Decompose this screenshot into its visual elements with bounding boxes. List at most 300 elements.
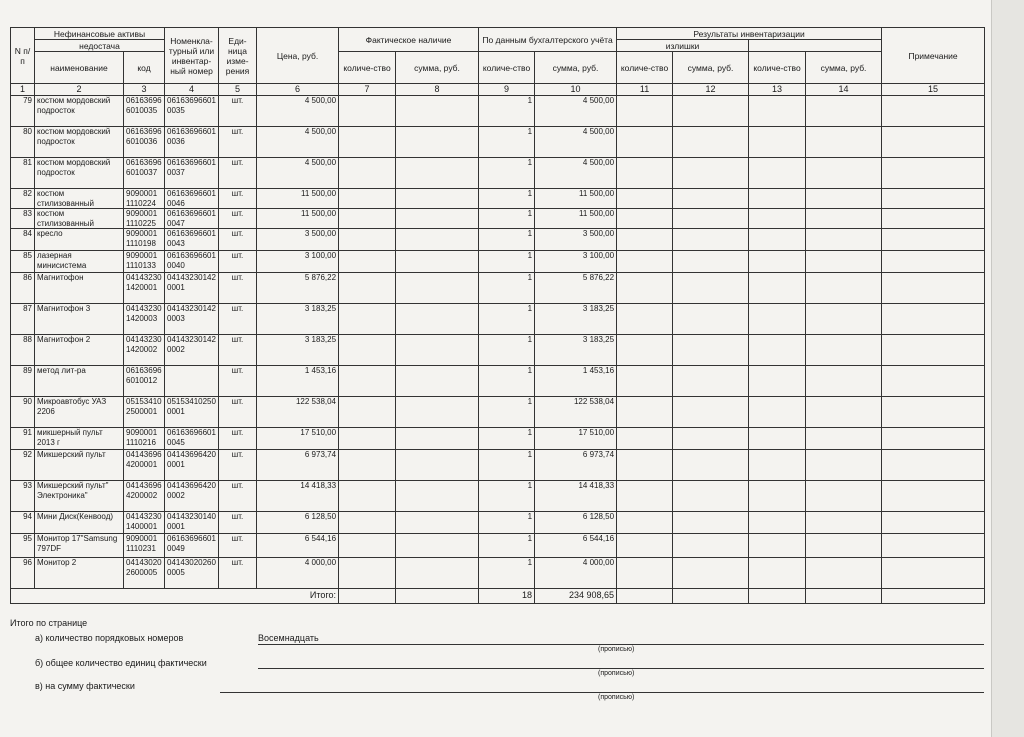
row-number: 96 xyxy=(11,558,35,589)
item-code: 9090001 1110198 xyxy=(124,229,165,251)
item-name: костюм мордовский подросток xyxy=(35,158,124,189)
total-sum: 234 908,65 xyxy=(535,589,617,604)
item-code: 061636966010037 xyxy=(124,158,165,189)
price: 4 500,00 xyxy=(257,127,339,158)
unit: шт. xyxy=(219,450,257,481)
item-code: 041432301420001 xyxy=(124,273,165,304)
price: 17 510,00 xyxy=(257,428,339,450)
note xyxy=(882,251,985,273)
item-code: 061636966010035 xyxy=(124,96,165,127)
header-code: код xyxy=(124,52,165,84)
header-qty-accounting: количе-ство xyxy=(479,52,535,84)
surplus-qty xyxy=(749,158,806,189)
shortage-sum xyxy=(673,229,749,251)
summary-a-line xyxy=(258,644,984,645)
inventory-number: 06163696601 0043 xyxy=(165,229,219,251)
shortage-qty xyxy=(617,335,673,366)
accounting-sum: 4 000,00 xyxy=(535,558,617,589)
surplus-sum xyxy=(806,273,882,304)
unit: шт. xyxy=(219,158,257,189)
item-name: Монитор 17"Samsung 797DF xyxy=(35,534,124,558)
inventory-number: 05153410250 0001 xyxy=(165,397,219,428)
accounting-sum: 14 418,33 xyxy=(535,481,617,512)
actual-sum xyxy=(396,450,479,481)
item-code: 041436964200001 xyxy=(124,450,165,481)
surplus-qty xyxy=(749,534,806,558)
inventory-number: 04143230142 0003 xyxy=(165,304,219,335)
table-row xyxy=(11,304,985,335)
shortage-qty xyxy=(617,534,673,558)
actual-qty xyxy=(339,304,396,335)
surplus-qty xyxy=(749,273,806,304)
column-number: 13 xyxy=(749,84,806,96)
surplus-sum xyxy=(806,96,882,127)
item-name: костюм стилизованный xyxy=(35,189,124,209)
price: 11 500,00 xyxy=(257,189,339,209)
header-nonfin: Нефинансовые активы xyxy=(35,28,165,40)
row-number: 86 xyxy=(11,273,35,304)
item-code: 9090001 1110225 xyxy=(124,209,165,229)
unit: шт. xyxy=(219,366,257,397)
column-number: 7 xyxy=(339,84,396,96)
header-sum-actual: сумма, руб. xyxy=(396,52,479,84)
inventory-number: 04143230142 0001 xyxy=(165,273,219,304)
unit: шт. xyxy=(219,304,257,335)
actual-sum xyxy=(396,558,479,589)
item-name: Микшерский пульт" Электроника" xyxy=(35,481,124,512)
actual-qty xyxy=(339,251,396,273)
row-number: 91 xyxy=(11,428,35,450)
actual-sum xyxy=(396,304,479,335)
header-num: N п/п xyxy=(11,28,35,84)
inventory-number: 04143696420 0001 xyxy=(165,450,219,481)
price: 3 100,00 xyxy=(257,251,339,273)
price: 6 973,74 xyxy=(257,450,339,481)
header-qty-surplus: количе-ство xyxy=(749,52,806,84)
shortage-sum xyxy=(673,189,749,209)
surplus-qty xyxy=(749,127,806,158)
header-accounting: По данным бухгалтерского учёта xyxy=(479,28,617,52)
accounting-sum: 3 500,00 xyxy=(535,229,617,251)
shortage-qty xyxy=(617,558,673,589)
accounting-qty: 1 xyxy=(479,189,535,209)
shortage-sum xyxy=(673,335,749,366)
surplus-sum xyxy=(806,229,882,251)
column-number: 5 xyxy=(219,84,257,96)
shortage-sum xyxy=(673,428,749,450)
total-label: Итого: xyxy=(11,589,339,604)
table-row xyxy=(11,158,985,189)
unit: шт. xyxy=(219,127,257,158)
actual-sum xyxy=(396,335,479,366)
inventory-number: 06163696601 0049 xyxy=(165,534,219,558)
inventory-number: 04143696420 0002 xyxy=(165,481,219,512)
surplus-qty xyxy=(749,428,806,450)
shortage-sum xyxy=(673,251,749,273)
actual-qty xyxy=(339,273,396,304)
header-surplus: излишки xyxy=(617,40,749,52)
actual-sum xyxy=(396,189,479,209)
item-code: 9090001 1110133 xyxy=(124,251,165,273)
surplus-qty xyxy=(749,251,806,273)
item-code: 041436964200002 xyxy=(124,481,165,512)
row-number: 89 xyxy=(11,366,35,397)
item-name: Микроавтобус УАЗ 2206 xyxy=(35,397,124,428)
column-number: 11 xyxy=(617,84,673,96)
price: 6 544,16 xyxy=(257,534,339,558)
item-name: Микшерский пульт xyxy=(35,450,124,481)
table-row xyxy=(11,189,985,209)
item-code: 041430202600005 xyxy=(124,558,165,589)
price: 3 183,25 xyxy=(257,304,339,335)
shortage-qty xyxy=(617,397,673,428)
summary-b-label: б) общее количество единиц фактически xyxy=(35,658,207,668)
shortage-qty xyxy=(617,158,673,189)
shortage-qty xyxy=(617,450,673,481)
unit: шт. xyxy=(219,96,257,127)
row-number: 83 xyxy=(11,209,35,229)
note xyxy=(882,189,985,209)
total-qty-actual xyxy=(339,589,396,604)
actual-qty xyxy=(339,335,396,366)
table-row xyxy=(11,229,985,251)
accounting-qty: 1 xyxy=(479,304,535,335)
actual-qty xyxy=(339,558,396,589)
column-number: 12 xyxy=(673,84,749,96)
inventory-number: 06163696601 0037 xyxy=(165,158,219,189)
actual-sum xyxy=(396,229,479,251)
note xyxy=(882,428,985,450)
actual-sum xyxy=(396,428,479,450)
surplus-sum xyxy=(806,481,882,512)
item-name: костюм мордовский подросток xyxy=(35,96,124,127)
shortage-qty xyxy=(617,127,673,158)
inventory-number xyxy=(165,366,219,397)
table-row xyxy=(11,335,985,366)
column-number: 9 xyxy=(479,84,535,96)
header-qty-shortage: количе-ство xyxy=(617,52,673,84)
actual-sum xyxy=(396,366,479,397)
summary-title: Итого по странице xyxy=(10,618,88,628)
header-actual: Фактическое наличие xyxy=(339,28,479,52)
price: 6 128,50 xyxy=(257,512,339,534)
note xyxy=(882,96,985,127)
accounting-sum: 17 510,00 xyxy=(535,428,617,450)
surplus-qty xyxy=(749,229,806,251)
actual-qty xyxy=(339,189,396,209)
actual-qty xyxy=(339,534,396,558)
surplus-sum xyxy=(806,304,882,335)
accounting-qty: 1 xyxy=(479,127,535,158)
column-number: 2 xyxy=(35,84,124,96)
accounting-qty: 1 xyxy=(479,96,535,127)
table-row xyxy=(11,481,985,512)
surplus-qty xyxy=(749,304,806,335)
note xyxy=(882,366,985,397)
item-name: костюм мордовский подросток xyxy=(35,127,124,158)
unit: шт. xyxy=(219,558,257,589)
table-row xyxy=(11,366,985,397)
inventory-number: 04143230140 0001 xyxy=(165,512,219,534)
note xyxy=(882,450,985,481)
accounting-qty: 1 xyxy=(479,229,535,251)
item-code: 041432301400001 xyxy=(124,512,165,534)
unit: шт. xyxy=(219,229,257,251)
inventory-number: 04143230142 0002 xyxy=(165,335,219,366)
row-number: 87 xyxy=(11,304,35,335)
surplus-qty xyxy=(749,189,806,209)
price: 11 500,00 xyxy=(257,209,339,229)
total-qty-shortage xyxy=(617,589,673,604)
summary-c-line xyxy=(220,692,984,693)
price: 3 183,25 xyxy=(257,335,339,366)
row-number: 80 xyxy=(11,127,35,158)
column-number: 10 xyxy=(535,84,617,96)
accounting-qty: 1 xyxy=(479,512,535,534)
accounting-sum: 3 183,25 xyxy=(535,335,617,366)
surplus-sum xyxy=(806,335,882,366)
surplus-qty xyxy=(749,366,806,397)
accounting-qty: 1 xyxy=(479,251,535,273)
surplus-sum xyxy=(806,366,882,397)
column-numbers-row xyxy=(11,84,985,96)
row-number: 94 xyxy=(11,512,35,534)
note xyxy=(882,304,985,335)
surplus-sum xyxy=(806,251,882,273)
note xyxy=(882,558,985,589)
actual-sum xyxy=(396,251,479,273)
unit: шт. xyxy=(219,189,257,209)
surplus-sum xyxy=(806,558,882,589)
shortage-qty xyxy=(617,428,673,450)
item-name: Монитор 2 xyxy=(35,558,124,589)
accounting-qty: 1 xyxy=(479,558,535,589)
header-nomen: Номенкла-турный или инвентар-ный номер xyxy=(165,28,219,84)
actual-sum xyxy=(396,273,479,304)
column-number: 1 xyxy=(11,84,35,96)
note xyxy=(882,512,985,534)
surplus-qty xyxy=(749,512,806,534)
summary-a-value: Восемнадцать xyxy=(258,633,319,643)
column-number: 14 xyxy=(806,84,882,96)
shortage-sum xyxy=(673,96,749,127)
price: 5 876,22 xyxy=(257,273,339,304)
item-code: 9090001 1110231 xyxy=(124,534,165,558)
shortage-sum xyxy=(673,450,749,481)
accounting-sum: 4 500,00 xyxy=(535,158,617,189)
column-number: 15 xyxy=(882,84,985,96)
table-row xyxy=(11,397,985,428)
header-unit: Еди-ница изме-рения xyxy=(219,28,257,84)
accounting-sum: 11 500,00 xyxy=(535,209,617,229)
note xyxy=(882,481,985,512)
surplus-qty xyxy=(749,450,806,481)
item-name: лазерная минисистема xyxy=(35,251,124,273)
accounting-sum: 4 500,00 xyxy=(535,96,617,127)
surplus-sum xyxy=(806,158,882,189)
shortage-qty xyxy=(617,209,673,229)
accounting-qty: 1 xyxy=(479,534,535,558)
surplus-sum xyxy=(806,512,882,534)
row-number: 79 xyxy=(11,96,35,127)
surplus-qty xyxy=(749,96,806,127)
actual-qty xyxy=(339,512,396,534)
item-name: костюм стилизованный xyxy=(35,209,124,229)
shortage-sum xyxy=(673,481,749,512)
accounting-qty: 1 xyxy=(479,397,535,428)
item-code: 041432301420002 xyxy=(124,335,165,366)
summary-b-hint: (прописью) xyxy=(598,670,635,677)
accounting-sum: 1 453,16 xyxy=(535,366,617,397)
shortage-sum xyxy=(673,366,749,397)
actual-sum xyxy=(396,209,479,229)
header-price: Цена, руб. xyxy=(257,28,339,84)
total-sum-surplus xyxy=(806,589,882,604)
accounting-sum: 4 500,00 xyxy=(535,127,617,158)
header-sum-shortage: сумма, руб. xyxy=(673,52,749,84)
unit: шт. xyxy=(219,397,257,428)
actual-sum xyxy=(396,481,479,512)
item-name: Мини Диск(Кенвоод) xyxy=(35,512,124,534)
table-row xyxy=(11,512,985,534)
shortage-qty xyxy=(617,512,673,534)
row-number: 81 xyxy=(11,158,35,189)
shortage-qty xyxy=(617,189,673,209)
actual-sum xyxy=(396,158,479,189)
header-note: Примечание xyxy=(882,28,985,84)
shortage-sum xyxy=(673,558,749,589)
surplus-qty xyxy=(749,335,806,366)
item-code: 041432301420003 xyxy=(124,304,165,335)
summary-b-line xyxy=(258,668,984,669)
surplus-qty xyxy=(749,481,806,512)
surplus-sum xyxy=(806,534,882,558)
total-qty-surplus xyxy=(749,589,806,604)
unit: шт. xyxy=(219,251,257,273)
table-row xyxy=(11,450,985,481)
table-row xyxy=(11,428,985,450)
surplus-sum xyxy=(806,397,882,428)
shortage-sum xyxy=(673,534,749,558)
surplus-sum xyxy=(806,209,882,229)
shortage-qty xyxy=(617,96,673,127)
actual-qty xyxy=(339,158,396,189)
column-number: 6 xyxy=(257,84,339,96)
actual-qty xyxy=(339,96,396,127)
actual-sum xyxy=(396,96,479,127)
header-shortage: недостача xyxy=(35,40,165,52)
summary-c-label: в) на сумму фактически xyxy=(35,681,135,691)
note xyxy=(882,209,985,229)
surplus-sum xyxy=(806,189,882,209)
inventory-number: 06163696601 0035 xyxy=(165,96,219,127)
accounting-qty: 1 xyxy=(479,366,535,397)
total-sum-actual xyxy=(396,589,479,604)
shortage-qty xyxy=(617,481,673,512)
note xyxy=(882,229,985,251)
actual-qty xyxy=(339,481,396,512)
unit: шт. xyxy=(219,534,257,558)
actual-qty xyxy=(339,366,396,397)
price: 122 538,04 xyxy=(257,397,339,428)
price: 14 418,33 xyxy=(257,481,339,512)
accounting-sum: 6 544,16 xyxy=(535,534,617,558)
header-name: наименование xyxy=(35,52,124,84)
accounting-qty: 1 xyxy=(479,335,535,366)
item-name: Магнитофон xyxy=(35,273,124,304)
note xyxy=(882,273,985,304)
row-number: 92 xyxy=(11,450,35,481)
accounting-sum: 3 183,25 xyxy=(535,304,617,335)
surplus-qty xyxy=(749,558,806,589)
page-edge xyxy=(991,0,1024,737)
column-number: 8 xyxy=(396,84,479,96)
actual-qty xyxy=(339,397,396,428)
unit: шт. xyxy=(219,273,257,304)
item-code: 061636966010036 xyxy=(124,127,165,158)
accounting-sum: 11 500,00 xyxy=(535,189,617,209)
accounting-qty: 1 xyxy=(479,273,535,304)
price: 3 500,00 xyxy=(257,229,339,251)
accounting-sum: 122 538,04 xyxy=(535,397,617,428)
accounting-qty: 1 xyxy=(479,428,535,450)
table-row xyxy=(11,127,985,158)
accounting-qty: 1 xyxy=(479,481,535,512)
shortage-sum xyxy=(673,512,749,534)
item-name: метод лит-ра xyxy=(35,366,124,397)
shortage-sum xyxy=(673,127,749,158)
column-number: 3 xyxy=(124,84,165,96)
actual-qty xyxy=(339,229,396,251)
item-code: 9090001 1110216 xyxy=(124,428,165,450)
actual-sum xyxy=(396,534,479,558)
accounting-sum: 6 973,74 xyxy=(535,450,617,481)
surplus-sum xyxy=(806,428,882,450)
shortage-qty xyxy=(617,229,673,251)
surplus-sum xyxy=(806,450,882,481)
row-number: 82 xyxy=(11,189,35,209)
item-name: кресло xyxy=(35,229,124,251)
accounting-sum: 6 128,50 xyxy=(535,512,617,534)
actual-qty xyxy=(339,450,396,481)
item-name: Магнитофон 2 xyxy=(35,335,124,366)
total-sum-shortage xyxy=(673,589,749,604)
inventory-number: 06163696601 0036 xyxy=(165,127,219,158)
total-row xyxy=(11,589,985,604)
header-qty-actual: количе-ство xyxy=(339,52,396,84)
inventory-number: 06163696601 0045 xyxy=(165,428,219,450)
table-row xyxy=(11,209,985,229)
header-sum-accounting: сумма, руб. xyxy=(535,52,617,84)
actual-qty xyxy=(339,127,396,158)
actual-qty xyxy=(339,428,396,450)
row-number: 85 xyxy=(11,251,35,273)
price: 4 500,00 xyxy=(257,158,339,189)
shortage-sum xyxy=(673,209,749,229)
unit: шт. xyxy=(219,481,257,512)
price: 1 453,16 xyxy=(257,366,339,397)
shortage-sum xyxy=(673,304,749,335)
table-row xyxy=(11,251,985,273)
unit: шт. xyxy=(219,335,257,366)
unit: шт. xyxy=(219,209,257,229)
note xyxy=(882,127,985,158)
accounting-qty: 1 xyxy=(479,450,535,481)
accounting-qty: 1 xyxy=(479,158,535,189)
shortage-qty xyxy=(617,273,673,304)
table-row xyxy=(11,96,985,127)
table-row xyxy=(11,558,985,589)
